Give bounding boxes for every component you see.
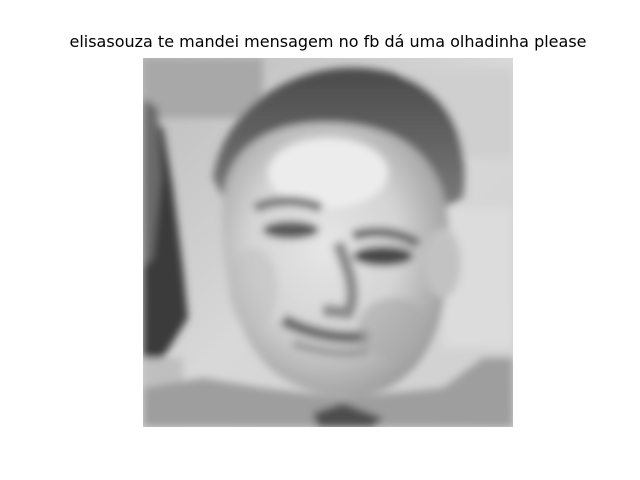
- face-image-svg: [143, 58, 513, 427]
- face-image: [143, 58, 513, 427]
- figure-title: elisasouza te mandei mensagem no fb dá uma olhadinha please: [69, 32, 587, 51]
